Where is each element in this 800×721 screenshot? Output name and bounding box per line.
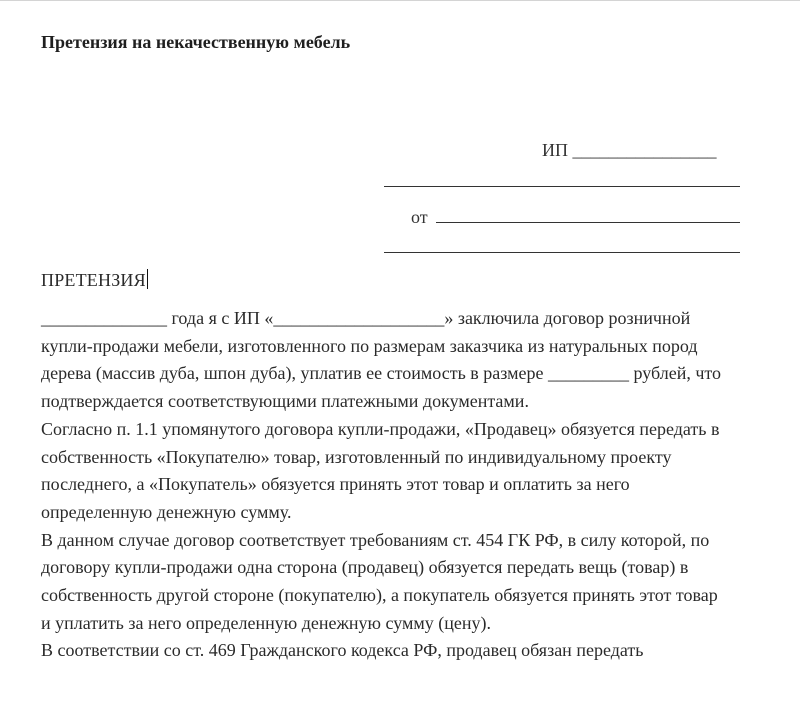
document-body[interactable] (41, 305, 731, 665)
body-paragraph-1: ______________ года я с ИП «___________________» заключила договор розничной купли-продажи мебели, изготовленного по размерам заказчика из натуральных пород дерева (массив дуба, шпон дуба), уплатив ее стоимость в размере _________ рублей, что подтверждается соответствующими платежными документами. (41, 308, 722, 412)
addressee-blank-line-1 (384, 186, 740, 187)
sender-label: от (411, 207, 428, 227)
sender-blank-line-2 (384, 252, 740, 253)
sender-line (411, 205, 740, 228)
body-paragraph-3: В данном случае договор соответствует требованиям ст. 454 ГК РФ, в силу которой, по договору купли-продажи одна сторона (продавец) обязуется передать вещь (товар) в собственность другой стороне (покупателю), а покупатель обязуется принять этот товар и уплатить за него определенную денежную сумму (цену). (41, 529, 718, 633)
body-paragraph-2: Согласно п. 1.1 упомянутого договора купли-продажи, «Продавец» обязуется передать в собственность «Покупателю» товар, изготовленный по индивидуальному проекту последнего, а «Покупатель» обязуется принять этот товар и оплатить за него определенную денежную сумму. (41, 418, 720, 522)
document-title: Претензия на некачественную мебель (41, 32, 351, 52)
text-cursor-icon (147, 269, 148, 289)
claim-heading: ПРЕТЕНЗИЯ (41, 270, 146, 290)
addressee-ip-line (542, 139, 717, 161)
addressee-ip-label: ИП ________________ (542, 140, 717, 160)
body-paragraph-4: В соответствии со ст. 469 Гражданского кодекса РФ, продавец обязан передать (41, 640, 644, 661)
sender-blank (436, 205, 740, 223)
claim-heading-container[interactable] (41, 269, 148, 291)
